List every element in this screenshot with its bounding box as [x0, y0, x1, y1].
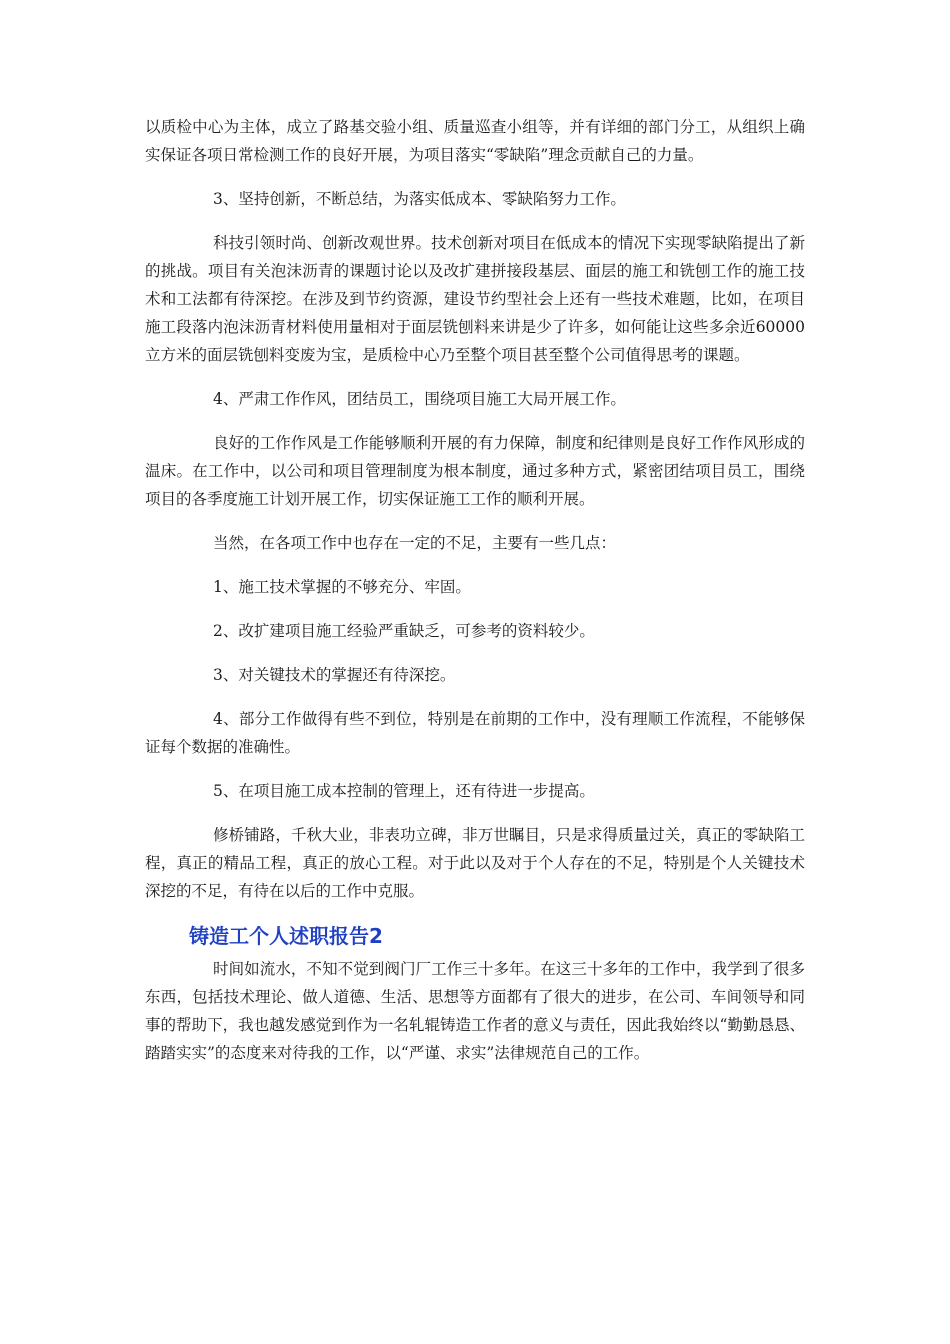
paragraph-tech-innovation: 科技引领时尚、创新改观世界。技术创新对项目在低成本的情况下实现零缺陷提出了新的挑战。项目有关泡沫沥青的课题讨论以及改扩建拼接段基层、面层的施工和铣刨工作的施工技术和工法都有待深挖。在涉及到节约资源，建设节约型社会上还有一些技术难题，比如，在项目施工段落内泡沫沥青材料使用量相对于面层铣刨料来讲是少了许多，如何能让这些多余近60000立方米的面层铣刨料变废为宝，是质检中心乃至整个项目甚至整个公司值得思考的课题。: [145, 234, 805, 364]
paragraph-conclusion: 修桥铺路，千秋大业，非表功立碑，非万世瞩目，只是求得质量过关，真正的零缺陷工程，真正的精品工程，真正的放心工程。对于此以及对于个人存在的不足，特别是个人关键技术深挖的不足，有待在以后的工作中克服。: [145, 826, 805, 900]
paragraph-work-style: 良好的工作作风是工作能够顺利开展的有力保障，制度和纪律则是良好工作作风形成的温床。在工作中，以公司和项目管理制度为根本制度，通过多种方式，紧密团结项目员工，围绕项目的各季度施工计划开展工作，切实保证施工工作的顺利开展。: [145, 434, 805, 508]
document-body: [145, 113, 805, 1083]
paragraph-report-2-intro: 时间如流水，不知不觉到阀门厂工作三十多年。在这三十多年的工作中，我学到了很多东西，包括技术理论、做人道德、生活、思想等方面都有了很大的进步，在公司、车间领导和同事的帮助下，我也越发感觉到作为一名轧辊铸造工作者的意义与责任，因此我始终以“勤勤恳恳、踏踏实实”的态度来对待我的工作，以“严谨、求实”法律规范自己的工作。: [145, 960, 805, 1062]
section-heading: 铸造工个人述职报告2: [189, 924, 383, 948]
paragraph-quality-center: 以质检中心为主体，成立了路基交验小组、质量巡查小组等，并有详细的部门分工，从组织上确实保证各项日常检测工作的良好开展，为项目落实“零缺陷”理念贡献自己的力量。: [145, 118, 805, 164]
paragraph-item-4-work-style: 4、严肃工作作风，团结员工，围绕项目施工大局开展工作。: [213, 390, 626, 408]
paragraph-shortcoming-4: 4、部分工作做得有些不到位，特别是在前期的工作中，没有理顺工作流程，不能够保证每个数据的准确性。: [145, 710, 805, 756]
paragraph-shortcoming-5: 5、在项目施工成本控制的管理上，还有待进一步提高。: [213, 782, 595, 800]
paragraph-item-3-innovation: 3、坚持创新，不断总结，为落实低成本、零缺陷努力工作。: [213, 190, 626, 208]
paragraph-shortcoming-1: 1、施工技术掌握的不够充分、牢固。: [213, 578, 471, 596]
paragraph-shortcoming-3: 3、对关键技术的掌握还有待深挖。: [213, 666, 456, 684]
paragraph-shortcoming-2: 2、改扩建项目施工经验严重缺乏，可参考的资料较少。: [213, 622, 595, 640]
paragraph-shortcomings-intro: 当然，在各项工作中也存在一定的不足，主要有一些几点：: [213, 534, 617, 552]
